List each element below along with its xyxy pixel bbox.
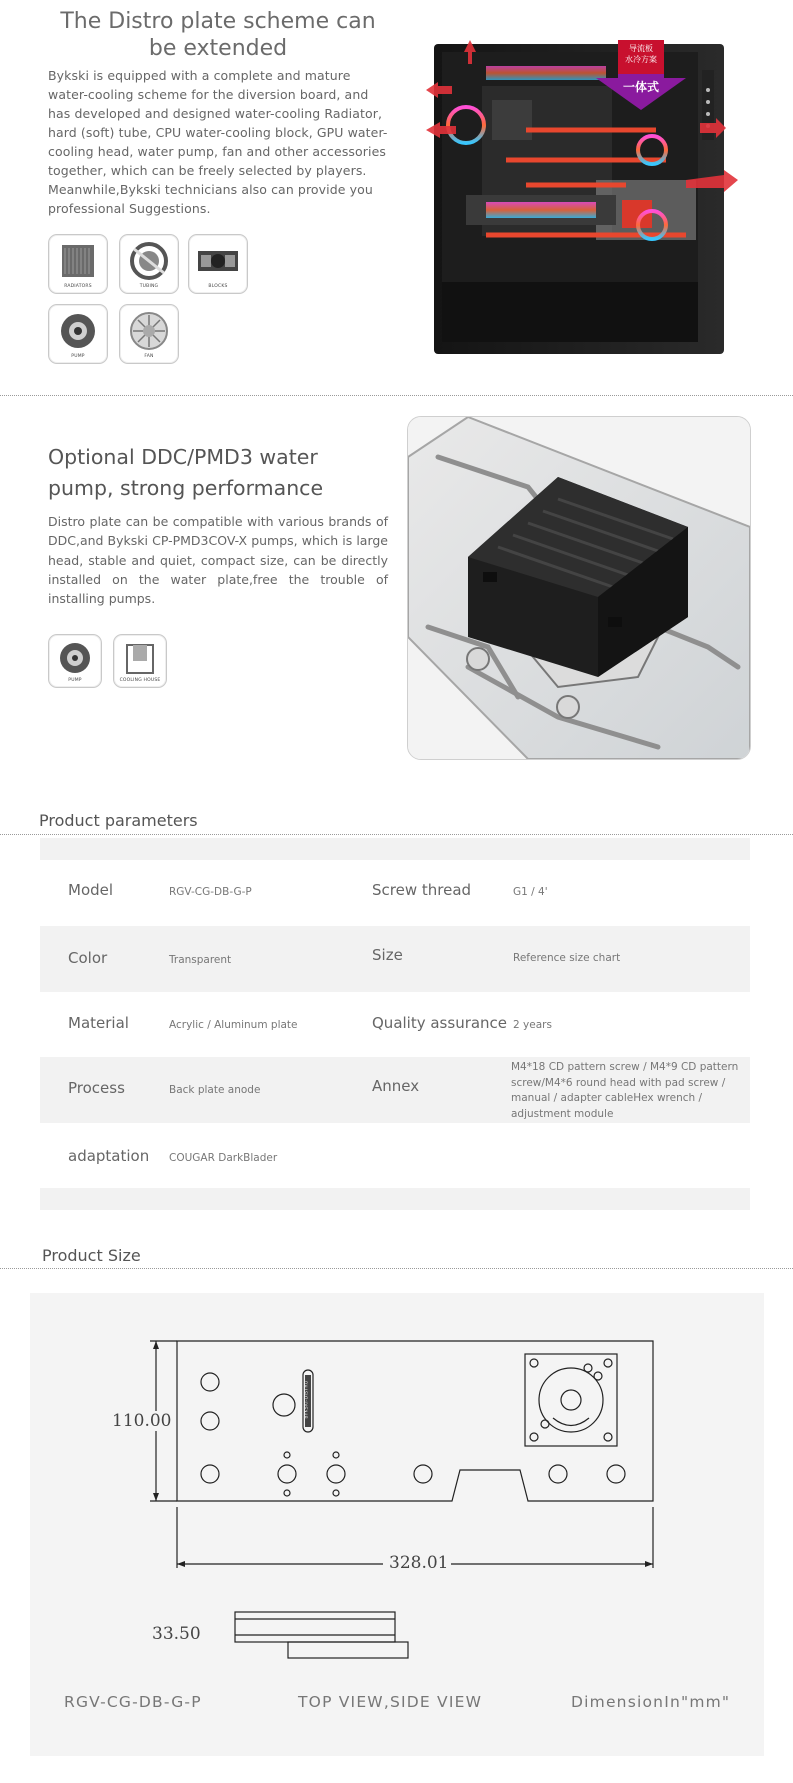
thickness-dimension: 33.50 xyxy=(152,1624,201,1644)
section-divider-3 xyxy=(0,1268,793,1269)
footer-unit: DimensionIn"mm" xyxy=(571,1693,731,1711)
param-row-color xyxy=(40,926,750,992)
param-value: G1 / 4' xyxy=(513,886,548,898)
params-heading: Product parameters xyxy=(39,811,198,830)
section-divider-1 xyxy=(0,395,793,396)
footer-view: TOP VIEW,SIDE VIEW xyxy=(298,1693,483,1711)
param-value: 2 years xyxy=(513,1019,552,1031)
param-label: Annex xyxy=(372,1077,420,1095)
engraving-text: BYKSKI-DISTRO xyxy=(304,1380,310,1419)
blocks-tile xyxy=(188,234,248,294)
section2-title: Optional DDC/PMD3 water pump, strong performance xyxy=(48,445,324,500)
section1-description: Bykski is equipped with a complete and mature water-cooling scheme for the diversion board, and has developed and designed water-cooling Radiator, hard (soft) tube, CPU water-cooling block, GPU water-cooling head, water pump, fan and other accessories together, which can be freely selected by players. Meanwhile,Bykski technicians also can provide you professional Suggestions. xyxy=(48,68,388,216)
pump-tile xyxy=(48,304,108,364)
badge-line-1: 导流板 xyxy=(629,44,653,53)
cooling-house-caption: COOLING HOUSE xyxy=(119,678,161,683)
params-spacer-bottom xyxy=(40,1188,750,1210)
param-value: Transparent xyxy=(169,954,232,966)
param-row-material xyxy=(40,992,750,1057)
param-label: Model xyxy=(68,881,114,899)
params-spacer-top xyxy=(40,838,750,860)
param-value: Back plate anode xyxy=(169,1084,261,1096)
tubing-tile xyxy=(119,234,179,294)
param-label: Process xyxy=(68,1079,125,1097)
pump-tile-2 xyxy=(48,634,102,688)
param-label: Material xyxy=(68,1014,129,1032)
badge-line-2: 水冷方案 xyxy=(625,55,657,64)
size-heading: Product Size xyxy=(42,1246,141,1265)
param-value: COUGAR DarkBlader xyxy=(169,1152,278,1164)
technical-drawing xyxy=(30,1293,764,1756)
param-label: Color xyxy=(68,949,108,967)
radiators-caption: RADIATORS xyxy=(64,284,92,289)
param-value: RGV-CG-DB-G-P xyxy=(169,886,252,898)
param-label: Quality assurance xyxy=(372,1014,508,1032)
section1-title: The Distro plate scheme can be extended xyxy=(60,9,376,61)
pump-photo xyxy=(407,416,751,760)
badge-line-3: 一体式 xyxy=(622,80,659,94)
radiators-tile xyxy=(48,234,108,294)
width-dimension: 328.01 xyxy=(386,1553,451,1573)
section2-description: Distro plate can be compatible with various brands of DDC,and Bykski CP-PMD3COV-X pumps, which is large head, stable and quiet, compact size, can be directly installed on the water plate,free the trouble of installing pumps. xyxy=(48,514,388,607)
height-dimension: 110.00 xyxy=(112,1411,172,1431)
param-row-adaptation xyxy=(40,1123,750,1188)
pump-caption-2: PUMP xyxy=(68,678,82,683)
param-label: adaptation xyxy=(68,1147,150,1165)
fan-caption: FAN xyxy=(144,354,154,359)
blocks-caption: BLOCKS xyxy=(208,284,228,289)
pc-case-image xyxy=(426,30,738,360)
pump-caption: PUMP xyxy=(71,354,85,359)
param-row-process xyxy=(40,1057,750,1123)
param-value: Acrylic / Aluminum plate xyxy=(169,1019,298,1031)
fan-tile xyxy=(119,304,179,364)
section-divider-2 xyxy=(0,834,793,835)
param-value: Reference size chart xyxy=(513,952,621,964)
tubing-caption: TUBING xyxy=(139,284,159,289)
param-label: Screw thread xyxy=(372,881,472,899)
footer-model: RGV-CG-DB-G-P xyxy=(64,1693,202,1711)
param-value: M4*18 CD pattern screw / M4*9 CD pattern screw/M4*6 round head with pad screw / manual / adapter cableHex wrench / adjustment module xyxy=(511,1061,739,1120)
param-label: Size xyxy=(372,946,403,964)
param-row-model xyxy=(40,861,750,926)
cooling-house-tile xyxy=(113,634,167,688)
